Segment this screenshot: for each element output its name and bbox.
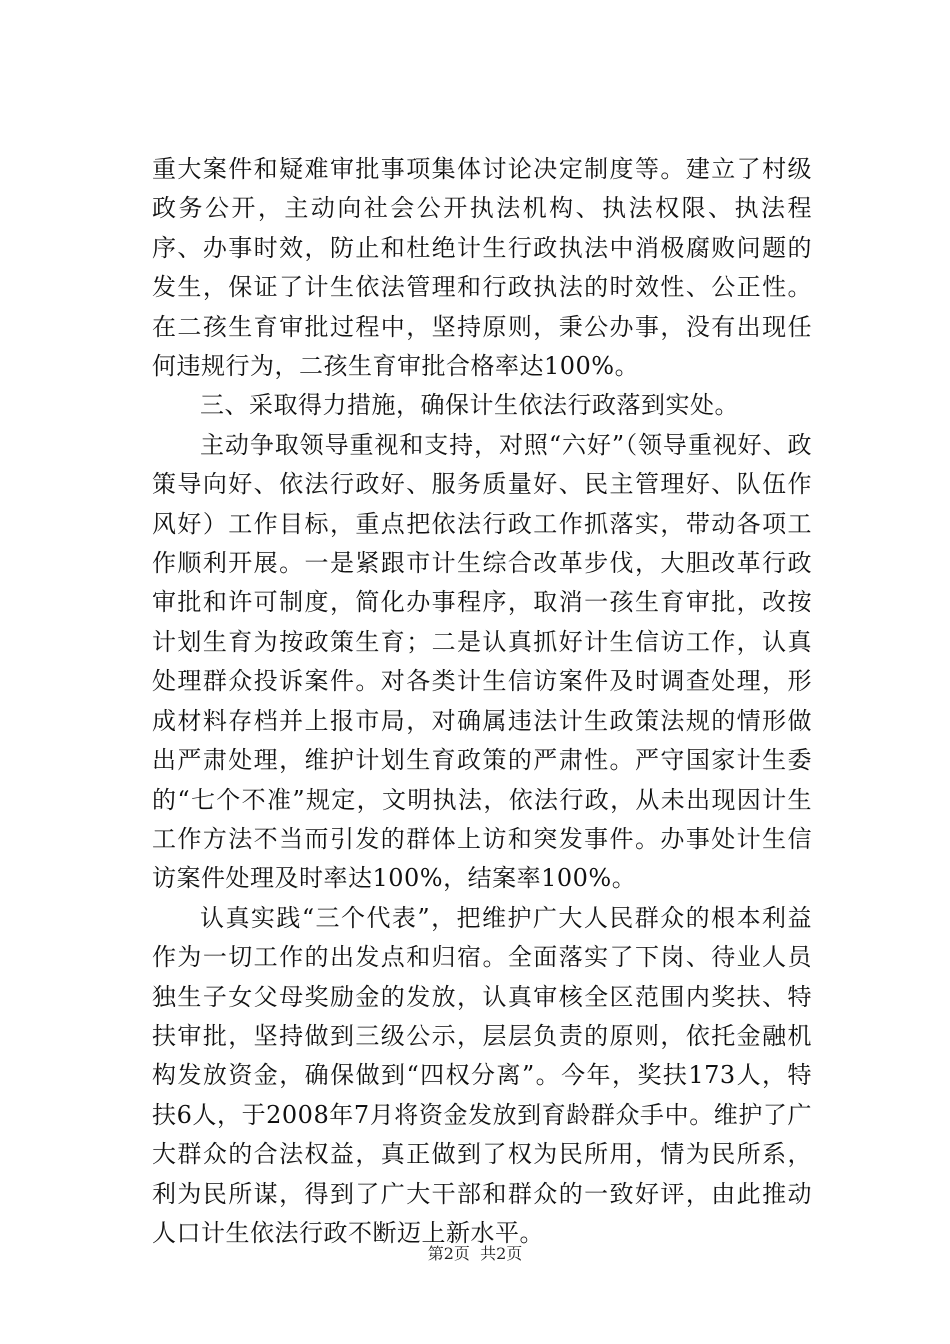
paragraph-2-heading: 三、采取得力措施，确保计生依法行政落到实处。 xyxy=(200,391,739,420)
paragraph-4: 认真实践“三个代表”，把维护广大人民群众的根本利益作为一切工作的出发点和归宿。全面落实了下岗、待业人员独生子女父母奖励金的发放，认真审核全区范围内奖扶、特扶审批，坚持做到三级公示，层层负责的原则，依托金融机构发放资金，确保做到“四权分离”。今年，奖扶173人，特扶6人，于2008年7月将资金发放到育龄群众手中。维护了广大群众的合法权益，真正做到了权为民所用，情为民所系，利为民所谋，得到了广大干部和群众的一致好评，由此推动人口计生依法行政不断迈上新水平。 xyxy=(152,903,812,1247)
paragraph-3: 主动争取领导重视和支持，对照“六好”（领导重视好、政策导向好、依法行政好、服务质量好、民主管理好、队伍作风好）工作目标，重点把依法行政工作抓落实，带动各项工作顺利开展。一是紧跟市计生综合改革步伐，大胆改革行政审批和许可制度，简化办事程序，取消一孩生育审批，改按计划生育为按政策生育；二是认真抓好计生信访工作，认真处理群众投诉案件。对各类计生信访案件及时调查处理，形成材料存档并上报市局，对确属违法计生政策法规的情形做出严肃处理，维护计划生育政策的严肃性。严守国家计生委的“七个不准”规定，文明执法，依法行政，从未出现因计生工作方法不当而引发的群体上访和突发事件。办事处计生信访案件处理及时率达100%，结案率100%。 xyxy=(152,430,812,893)
paragraph-1: 重大案件和疑难审批事项集体讨论决定制度等。建立了村级政务公开，主动向社会公开执法机构、执法权限、执法程序、办事时效，防止和杜绝计生行政执法中消极腐败问题的发生，保证了计生依法管理和行政执法的时效性、公正性。在二孩生育审批过程中，坚持原则，秉公办事，没有出现任何违规行为，二孩生育审批合格率达100%。 xyxy=(152,155,812,381)
page-footer: 第2页 共2页 xyxy=(427,1244,523,1263)
document-body xyxy=(152,150,812,1253)
